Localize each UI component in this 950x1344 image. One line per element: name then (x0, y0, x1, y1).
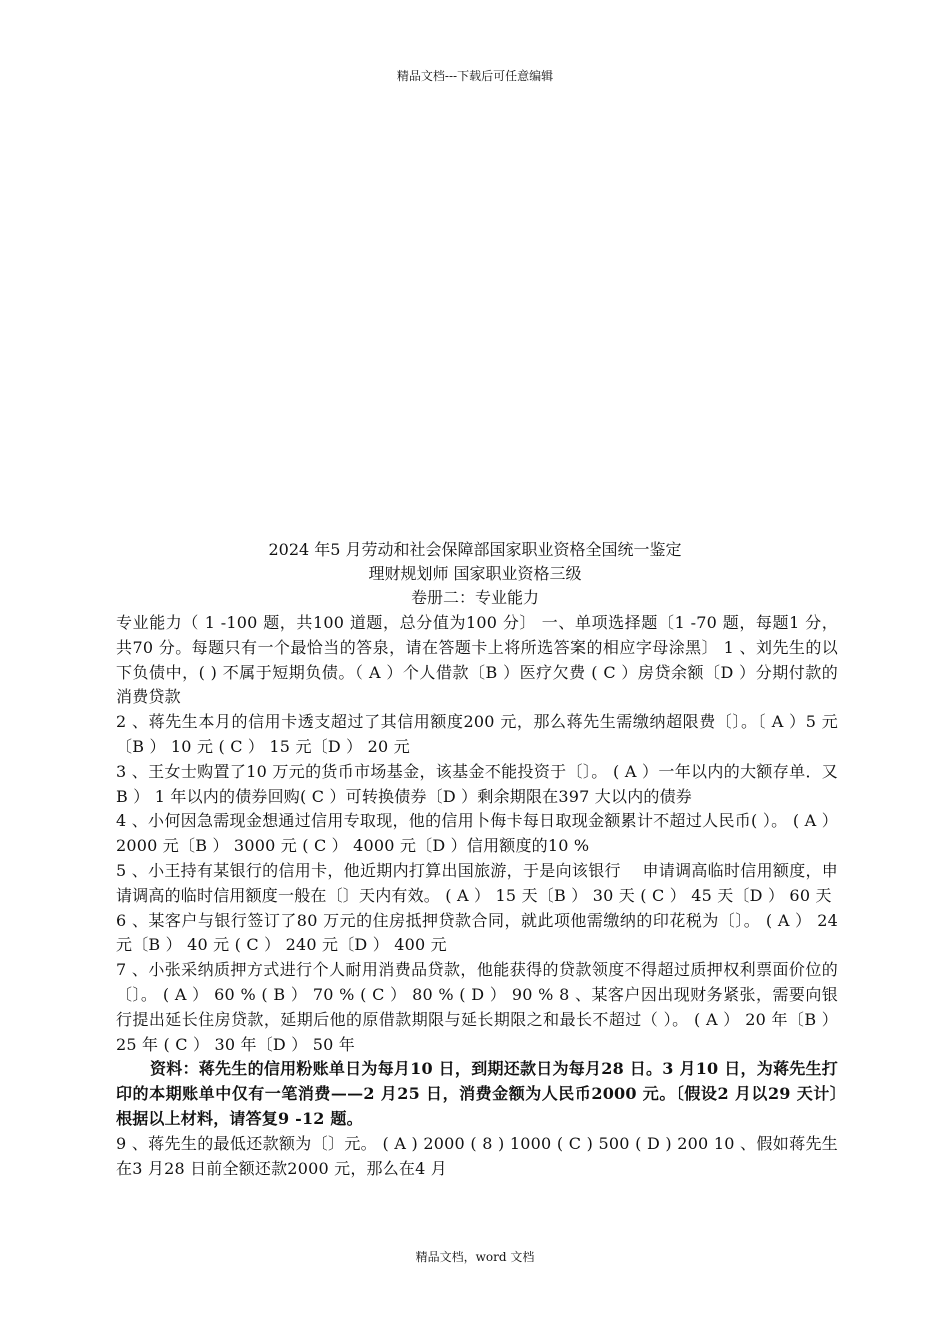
title-line-3: 卷册二：专业能力 (410, 588, 539, 607)
paragraph-q9-q10: 9 、蒋先生的最低还款额为〔〕元。 ( A ) 2000 ( 8 ) 1000 ( C ) 500 ( D ) 200 10 、假如蒋先生在3 月28 日前全额还款2000 元，那么在4 月 (116, 1133, 838, 1178)
page-header: 精品文档---下载后可任意编辑 (396, 69, 554, 83)
document-title (0, 538, 950, 610)
paragraph-q3: 3 、王女士购置了10 万元的货币市场基金，该基金不能投资于〔〕。 ( A ）一年以内的大额存单．又B ） 1 年以内的债券回购( C ）可转换债券〔D ）剩余期限在397 大以内的债券 (116, 761, 838, 806)
material-paragraph: 资料：蒋先生的信用粉账单日为每月10 日，到期还款日为每月28 日。3 月10 日，为蒋先生打印的本期账单中仅有一笔消费——2 月25 日，消费金额为人民币2000 元。〔假设2 月以29 天计〕 根据以上材料，请答复9 -12 题。 (116, 1059, 855, 1128)
paragraph-q2: 2 、蒋先生本月的信用卡透支超过了其信用额度200 元，那么蒋先生需缴纳超限费〔〕。〔 A ）5 元〔B ） 10 元 ( C ） 15 元〔D ） 20 元 (116, 712, 838, 756)
paragraph-intro-q1: 专业能力（ 1 -100 题，共100 道题，总分值为100 分〕 一、单项选择题〔1 -70 题，每题1 分，共70 分。每题只有一个最恰当的答泉，请在答题卡上将所选答案的相应字母涂黑〕 1 、刘先生的以下负债中，( ) 不属于短期负债。（ A ）个人借款〔B ）医疗欠费 ( C ）房贷余额〔D ）分期付款的消费贷款 (116, 613, 838, 707)
paragraph-q4: 4 、小何因急需现金想通过信用专取现，他的信用卜侮卡每日取现金额累计不超过人民币( ）。 ( A ） 2000 元〔B ） 3000 元 ( C ） 4000 元〔D ）信用额度的10 % (116, 811, 838, 856)
page-footer: 精品文档，word 文档 (415, 1250, 535, 1264)
title-line-2: 理财规划师 国家职业资格三级 (368, 564, 582, 583)
paragraph-q5: 5 、小王持有某银行的信用卡，他近期内打算出国旅游，于是向该银行 申请调高临时信用额度，申请调高的临时信用额度一般在〔〕天内有效。 ( A ） 15 天〔B ） 30 天 ( C ） 45 天〔D ） 60 天 (116, 860, 838, 905)
document-body (116, 611, 855, 1181)
paragraph-q7-q8: 7 、小张采纳质押方式进行个人耐用消费品贷款，他能获得的贷款领度不得超过质押权利票面价位的〔〕。 ( A ） 60 % ( B ） 70 % ( C ） 80 % ( D ） 90 % 8 、某客户因出现财务紧张，需要向银行提出延长住房贷款，延期后他的原借款期限与延长期限之和最长不超过（ ）。 ( A ） 20 年〔B ） 25 年 ( C ） 30 年〔D ） 50 年 (116, 960, 838, 1054)
paragraph-q6: 6 、某客户与银行签订了80 万元的住房抵押贷款合同，就此项他需缴纳的印花税为〔〕。 ( A ） 24 元〔B ） 40 元 ( C ） 240 元〔D ） 400 元 (116, 910, 838, 955)
title-line-1: 2024 年5 月劳动和社会保障部国家职业资格全国统一鉴定 (268, 540, 682, 559)
